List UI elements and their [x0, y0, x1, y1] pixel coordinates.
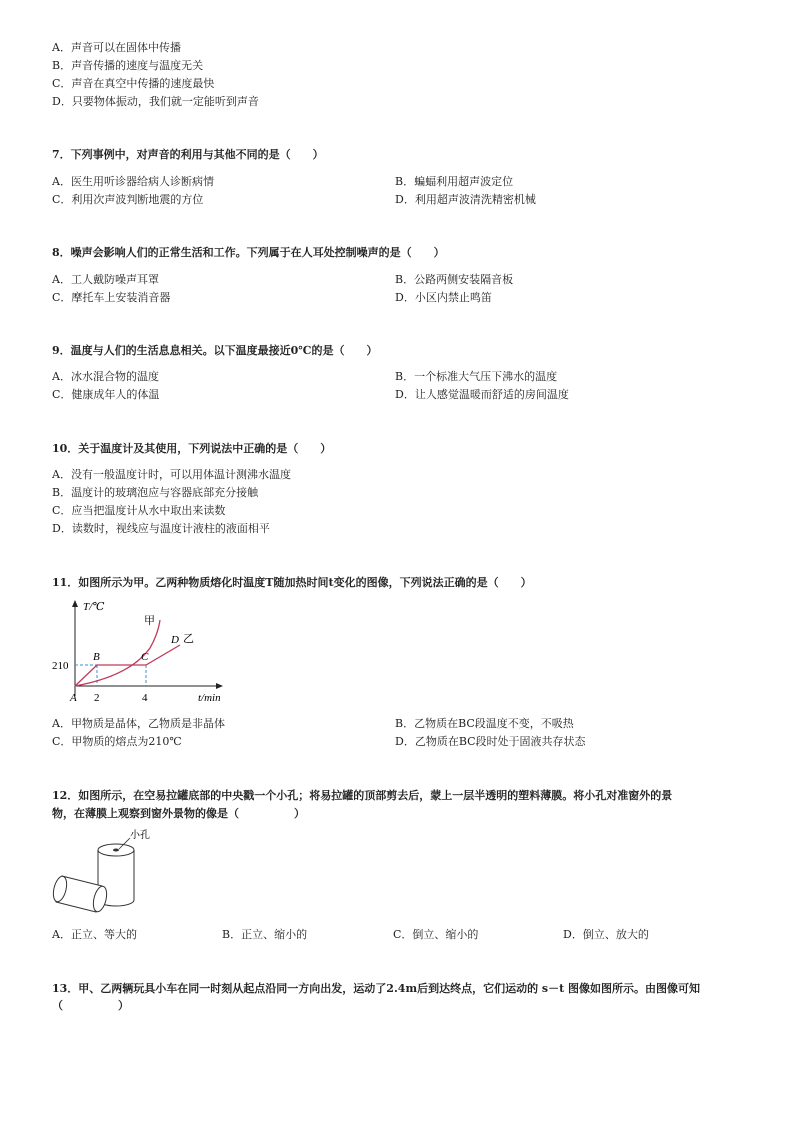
q9-option-a: A．冰水混合物的温度 [52, 370, 159, 383]
q10-stem: 10．关于温度计及其使用，下列说法中正确的是（ ） [52, 442, 332, 455]
pinhole [113, 849, 119, 852]
x-axis-arrow [216, 683, 223, 689]
q12-option-d: D．倒立、放大的 [563, 928, 649, 941]
q11-temperature-graph [50, 598, 240, 710]
x-axis-label: t/min [198, 692, 221, 704]
curve-jia-label: 甲 [144, 615, 155, 627]
q10-option-b: B．温度计的玻璃泡应与容器底部充分接触 [52, 486, 259, 499]
q9-option-b: B．一个标准大气压下沸水的温度 [395, 370, 558, 383]
q8-stem: 8．噪声会影响人们的正常生活和工作。下列属于在人耳处控制噪声的是（ ） [52, 246, 445, 259]
q6-option-a: A．声音可以在固体中传播 [52, 41, 181, 54]
y-axis-label: T/℃ [83, 601, 105, 613]
q11-option-b: B．乙物质在BC段温度不变，不吸热 [395, 717, 574, 730]
q12-option-b: B．正立、缩小的 [222, 928, 308, 941]
q8-option-b: B．公路两侧安装隔音板 [395, 273, 514, 286]
q6-option-c: C．声音在真空中传播的速度最快 [52, 77, 215, 90]
q8-option-d: D．小区内禁止鸣笛 [395, 291, 492, 304]
pinhole-label: 小孔 [130, 830, 150, 841]
q11-option-c: C．甲物质的熔点为210℃ [52, 735, 182, 748]
q10-option-c: C．应当把温度计从水中取出来读数 [52, 504, 226, 517]
q8-option-a: A．工人戴防噪声耳罩 [52, 273, 159, 286]
q12-stem-line1: 12．如图所示，在空易拉罐底部的中央戳一个小孔；将易拉罐的顶部剪去后，蒙上一层半透明的塑料薄膜。将小孔对准窗外的景 [52, 789, 673, 802]
curve-yi-label: 乙 [183, 633, 194, 645]
q13-stem-line1: 13．甲、乙两辆玩具小车在同一时刻从起点沿同一方向出发，运动了2.4m后到达终点，它们运动的 s－t 图像如图所示。由图像可知 [52, 982, 701, 995]
q12-option-c: C．倒立、缩小的 [393, 928, 479, 941]
q12-option-a: A．正立、等大的 [52, 928, 137, 941]
q7-option-b: B．蝙蝠利用超声波定位 [395, 175, 514, 188]
y-tick-210: 210 [52, 660, 69, 672]
point-a-label: A [70, 692, 77, 704]
q6-option-d: D．只要物体振动，我们就一定能听到声音 [52, 95, 259, 108]
q12-pinhole-can-figure [52, 828, 152, 920]
point-c-label: C [141, 651, 149, 663]
q13-stem-line2: （ ） [52, 999, 129, 1012]
q8-option-c: C．摩托车上安装消音器 [52, 291, 171, 304]
q7-option-d: D．利用超声波清洗精密机械 [395, 193, 536, 206]
q10-option-a: A．没有一般温度计时，可以用体温计测沸水温度 [52, 468, 291, 481]
q11-stem: 11．如图所示为甲。乙两种物质熔化时温度T随加热时间t变化的图像，下列说法正确的是（ ） [52, 576, 532, 589]
q7-option-c: C．利用次声波判断地震的方位 [52, 193, 204, 206]
point-b-label: B [93, 651, 100, 663]
q12-stem-line2: 物，在薄膜上观察到窗外景物的像是（ ） [52, 807, 305, 820]
q9-stem: 9．温度与人们的生活息息相关。以下温度最接近0℃的是（ ） [52, 344, 378, 357]
y-axis-arrow [72, 600, 78, 607]
q11-option-a: A．甲物质是晶体，乙物质是非晶体 [52, 717, 225, 730]
q7-stem: 7．下列事例中，对声音的利用与其他不同的是（ ） [52, 148, 324, 161]
x-tick-4: 4 [142, 692, 148, 704]
q10-option-d: D．读数时，视线应与温度计液柱的液面相平 [52, 522, 270, 535]
x-tick-2: 2 [94, 692, 100, 704]
point-d-label: D [171, 634, 179, 646]
q7-option-a: A．医生用听诊器给病人诊断病情 [52, 175, 214, 188]
q11-option-d: D．乙物质在BC段时处于固液共存状态 [395, 735, 586, 748]
q9-option-c: C．健康成年人的体温 [52, 388, 160, 401]
q9-option-d: D．让人感觉温暖而舒适的房间温度 [395, 388, 569, 401]
q6-option-b: B．声音传播的速度与温度无关 [52, 59, 204, 72]
